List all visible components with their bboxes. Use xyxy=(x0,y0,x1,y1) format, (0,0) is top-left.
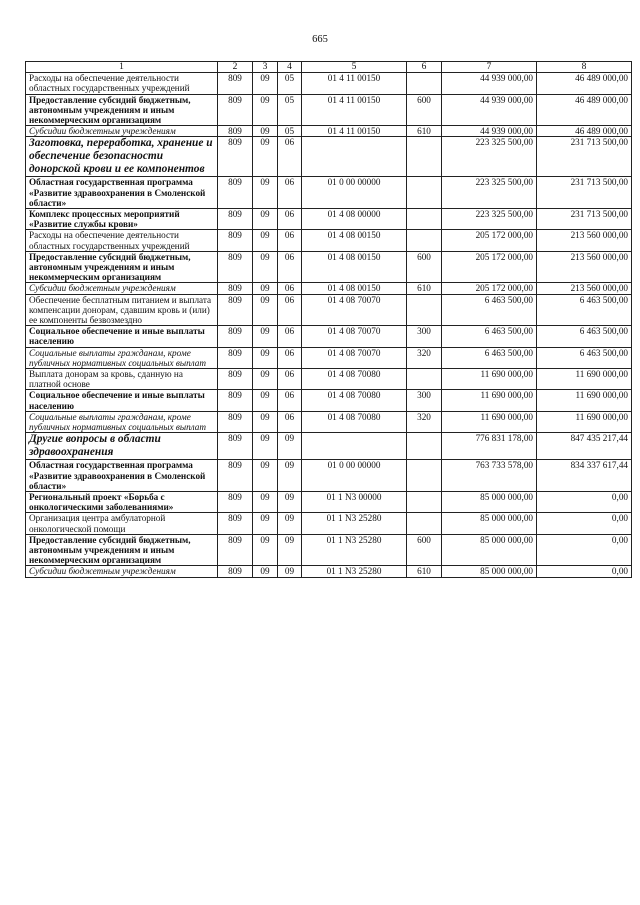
row-section-cell: 09 xyxy=(253,326,278,347)
table-row xyxy=(26,390,632,411)
row-amount-year1-cell: 223 325 500,00 xyxy=(442,137,537,177)
row-amount-year2-cell: 11 690 000,00 xyxy=(537,390,632,411)
row-target-article-cell: 01 4 08 00000 xyxy=(302,209,407,230)
row-target-article-cell xyxy=(302,433,407,460)
row-admin-code-cell: 809 xyxy=(218,94,253,126)
row-amount-year1-cell: 85 000 000,00 xyxy=(442,534,537,566)
row-subsection-cell: 09 xyxy=(278,433,302,460)
row-target-article-cell: 01 1 N3 25280 xyxy=(302,513,407,534)
row-name-cell: Обеспечение бесплатным питанием и выплата компенсации донорам, сдавшим кровь и (или) ее компоненты безвозмездно xyxy=(26,294,218,326)
column-header: 3 xyxy=(253,62,278,73)
row-admin-code-cell: 809 xyxy=(218,326,253,347)
row-admin-code-cell: 809 xyxy=(218,126,253,137)
row-section-cell: 09 xyxy=(253,251,278,283)
row-section-cell: 09 xyxy=(253,137,278,177)
row-amount-year2-cell: 11 690 000,00 xyxy=(537,411,632,432)
row-subsection-cell: 05 xyxy=(278,73,302,94)
row-name-cell: Другие вопросы в области здравоохранения xyxy=(26,433,218,460)
row-amount-year1-cell: 6 463 500,00 xyxy=(442,294,537,326)
row-name-cell: Субсидии бюджетным учреждениям xyxy=(26,126,218,137)
row-target-article-cell: 01 4 08 00150 xyxy=(302,230,407,251)
table-body xyxy=(26,73,632,577)
row-amount-year2-cell: 46 489 000,00 xyxy=(537,126,632,137)
row-target-article-cell: 01 0 00 00000 xyxy=(302,177,407,209)
table-row xyxy=(26,347,632,368)
row-name-cell: Комплекс процессных мероприятий «Развитие службы крови» xyxy=(26,209,218,230)
row-target-article-cell: 01 4 08 70070 xyxy=(302,294,407,326)
table-row xyxy=(26,566,632,577)
row-section-cell: 09 xyxy=(253,534,278,566)
row-amount-year1-cell: 44 939 000,00 xyxy=(442,126,537,137)
row-amount-year2-cell: 847 435 217,44 xyxy=(537,433,632,460)
row-target-article-cell: 01 1 N3 00000 xyxy=(302,491,407,512)
row-subsection-cell: 06 xyxy=(278,177,302,209)
row-name-cell: Социальные выплаты гражданам, кроме публичных нормативных социальных выплат xyxy=(26,347,218,368)
row-section-cell: 09 xyxy=(253,126,278,137)
row-subsection-cell: 06 xyxy=(278,347,302,368)
row-name-cell: Социальные выплаты гражданам, кроме публичных нормативных социальных выплат xyxy=(26,411,218,432)
row-subsection-cell: 06 xyxy=(278,326,302,347)
column-header: 8 xyxy=(537,62,632,73)
row-amount-year1-cell: 776 831 178,00 xyxy=(442,433,537,460)
table-row xyxy=(26,177,632,209)
table-row xyxy=(26,73,632,94)
row-target-article-cell: 01 4 08 70070 xyxy=(302,347,407,368)
row-section-cell: 09 xyxy=(253,177,278,209)
row-amount-year2-cell: 231 713 500,00 xyxy=(537,137,632,177)
row-name-cell: Областная государственная программа «Развитие здравоохранения в Смоленской области» xyxy=(26,460,218,492)
row-amount-year1-cell: 44 939 000,00 xyxy=(442,73,537,94)
row-name-cell: Субсидии бюджетным учреждениям xyxy=(26,283,218,294)
table-row xyxy=(26,369,632,390)
row-target-article-cell: 01 4 08 70080 xyxy=(302,390,407,411)
row-subsection-cell: 06 xyxy=(278,294,302,326)
row-admin-code-cell: 809 xyxy=(218,411,253,432)
row-subsection-cell: 09 xyxy=(278,566,302,577)
row-name-cell: Организация центра амбулаторной онкологической помощи xyxy=(26,513,218,534)
column-header: 2 xyxy=(218,62,253,73)
row-amount-year2-cell: 0,00 xyxy=(537,534,632,566)
table-row xyxy=(26,94,632,126)
row-section-cell: 09 xyxy=(253,460,278,492)
row-amount-year2-cell: 213 560 000,00 xyxy=(537,251,632,283)
row-amount-year2-cell: 46 489 000,00 xyxy=(537,94,632,126)
row-amount-year2-cell: 213 560 000,00 xyxy=(537,230,632,251)
row-amount-year2-cell: 6 463 500,00 xyxy=(537,347,632,368)
row-name-cell: Субсидии бюджетным учреждениям xyxy=(26,566,218,577)
row-amount-year2-cell: 0,00 xyxy=(537,491,632,512)
row-target-article-cell: 01 4 11 00150 xyxy=(302,94,407,126)
row-section-cell: 09 xyxy=(253,73,278,94)
row-name-cell: Предоставление субсидий бюджетным, автономным учреждениям и иным некоммерческим организациям xyxy=(26,94,218,126)
row-amount-year1-cell: 11 690 000,00 xyxy=(442,411,537,432)
table-row xyxy=(26,251,632,283)
row-amount-year2-cell: 0,00 xyxy=(537,513,632,534)
row-section-cell: 09 xyxy=(253,390,278,411)
table-row xyxy=(26,411,632,432)
row-name-cell: Заготовка, переработка, хранение и обеспечение безопасности донорской крови и ее компонентов xyxy=(26,137,218,177)
page-number: 665 xyxy=(312,34,328,45)
row-target-article-cell xyxy=(302,137,407,177)
row-expense-type-cell xyxy=(407,460,442,492)
row-name-cell: Социальное обеспечение и иные выплаты населению xyxy=(26,326,218,347)
row-amount-year2-cell: 834 337 617,44 xyxy=(537,460,632,492)
header-row xyxy=(26,62,632,73)
table-row xyxy=(26,294,632,326)
table-row xyxy=(26,534,632,566)
row-subsection-cell: 06 xyxy=(278,390,302,411)
row-admin-code-cell: 809 xyxy=(218,369,253,390)
row-admin-code-cell: 809 xyxy=(218,283,253,294)
row-section-cell: 09 xyxy=(253,347,278,368)
row-target-article-cell: 01 4 08 00150 xyxy=(302,283,407,294)
row-expense-type-cell: 600 xyxy=(407,251,442,283)
row-target-article-cell: 01 4 08 70080 xyxy=(302,411,407,432)
row-name-cell: Областная государственная программа «Развитие здравоохранения в Смоленской области» xyxy=(26,177,218,209)
row-expense-type-cell xyxy=(407,137,442,177)
table-row xyxy=(26,513,632,534)
row-subsection-cell: 06 xyxy=(278,230,302,251)
table-row xyxy=(26,137,632,177)
row-expense-type-cell xyxy=(407,209,442,230)
row-name-cell: Предоставление субсидий бюджетным, автономным учреждениям и иным некоммерческим организациям xyxy=(26,534,218,566)
row-expense-type-cell xyxy=(407,513,442,534)
row-expense-type-cell: 600 xyxy=(407,94,442,126)
row-amount-year2-cell: 231 713 500,00 xyxy=(537,177,632,209)
row-amount-year1-cell: 11 690 000,00 xyxy=(442,390,537,411)
row-name-cell: Расходы на обеспечение деятельности областных государственных учреждений xyxy=(26,73,218,94)
row-amount-year2-cell: 6 463 500,00 xyxy=(537,294,632,326)
row-target-article-cell: 01 4 11 00150 xyxy=(302,126,407,137)
row-target-article-cell: 01 4 08 70070 xyxy=(302,326,407,347)
row-amount-year1-cell: 85 000 000,00 xyxy=(442,513,537,534)
row-subsection-cell: 09 xyxy=(278,491,302,512)
row-expense-type-cell: 300 xyxy=(407,326,442,347)
row-amount-year1-cell: 44 939 000,00 xyxy=(442,94,537,126)
row-amount-year1-cell: 6 463 500,00 xyxy=(442,347,537,368)
row-name-cell: Социальное обеспечение и иные выплаты населению xyxy=(26,390,218,411)
row-admin-code-cell: 809 xyxy=(218,390,253,411)
row-subsection-cell: 09 xyxy=(278,513,302,534)
row-admin-code-cell: 809 xyxy=(218,460,253,492)
row-subsection-cell: 06 xyxy=(278,369,302,390)
row-amount-year2-cell: 213 560 000,00 xyxy=(537,283,632,294)
row-admin-code-cell: 809 xyxy=(218,230,253,251)
row-expense-type-cell xyxy=(407,433,442,460)
budget-table xyxy=(25,61,632,578)
row-admin-code-cell: 809 xyxy=(218,534,253,566)
row-amount-year1-cell: 223 325 500,00 xyxy=(442,177,537,209)
row-amount-year1-cell: 223 325 500,00 xyxy=(442,209,537,230)
row-subsection-cell: 06 xyxy=(278,137,302,177)
table-row xyxy=(26,230,632,251)
row-admin-code-cell: 809 xyxy=(218,294,253,326)
row-subsection-cell: 05 xyxy=(278,94,302,126)
row-section-cell: 09 xyxy=(253,294,278,326)
row-expense-type-cell: 300 xyxy=(407,390,442,411)
table-row xyxy=(26,283,632,294)
row-amount-year1-cell: 763 733 578,00 xyxy=(442,460,537,492)
row-amount-year2-cell: 46 489 000,00 xyxy=(537,73,632,94)
row-expense-type-cell xyxy=(407,177,442,209)
row-section-cell: 09 xyxy=(253,94,278,126)
row-admin-code-cell: 809 xyxy=(218,73,253,94)
row-expense-type-cell xyxy=(407,369,442,390)
row-amount-year2-cell: 11 690 000,00 xyxy=(537,369,632,390)
row-section-cell: 09 xyxy=(253,433,278,460)
table-row xyxy=(26,326,632,347)
row-section-cell: 09 xyxy=(253,491,278,512)
row-target-article-cell: 01 4 11 00150 xyxy=(302,73,407,94)
row-admin-code-cell: 809 xyxy=(218,491,253,512)
row-target-article-cell: 01 0 00 00000 xyxy=(302,460,407,492)
row-target-article-cell: 01 1 N3 25280 xyxy=(302,566,407,577)
row-name-cell: Выплата донорам за кровь, сданную на платной основе xyxy=(26,369,218,390)
row-section-cell: 09 xyxy=(253,566,278,577)
row-target-article-cell: 01 4 08 70080 xyxy=(302,369,407,390)
row-subsection-cell: 06 xyxy=(278,411,302,432)
row-subsection-cell: 06 xyxy=(278,251,302,283)
row-admin-code-cell: 809 xyxy=(218,177,253,209)
row-expense-type-cell xyxy=(407,73,442,94)
row-amount-year1-cell: 85 000 000,00 xyxy=(442,491,537,512)
row-subsection-cell: 06 xyxy=(278,209,302,230)
row-admin-code-cell: 809 xyxy=(218,513,253,534)
row-expense-type-cell xyxy=(407,230,442,251)
row-admin-code-cell: 809 xyxy=(218,209,253,230)
column-header: 6 xyxy=(407,62,442,73)
table-row xyxy=(26,491,632,512)
row-amount-year1-cell: 205 172 000,00 xyxy=(442,283,537,294)
table-row xyxy=(26,126,632,137)
row-admin-code-cell: 809 xyxy=(218,137,253,177)
row-amount-year2-cell: 6 463 500,00 xyxy=(537,326,632,347)
row-expense-type-cell: 320 xyxy=(407,347,442,368)
row-amount-year1-cell: 6 463 500,00 xyxy=(442,326,537,347)
row-section-cell: 09 xyxy=(253,513,278,534)
row-target-article-cell: 01 1 N3 25280 xyxy=(302,534,407,566)
row-name-cell: Региональный проект «Борьба с онкологическими заболеваниями» xyxy=(26,491,218,512)
row-expense-type-cell: 600 xyxy=(407,534,442,566)
row-expense-type-cell: 610 xyxy=(407,126,442,137)
row-admin-code-cell: 809 xyxy=(218,251,253,283)
table-row xyxy=(26,433,632,460)
row-amount-year1-cell: 205 172 000,00 xyxy=(442,251,537,283)
row-section-cell: 09 xyxy=(253,411,278,432)
column-header: 4 xyxy=(278,62,302,73)
row-subsection-cell: 09 xyxy=(278,534,302,566)
row-expense-type-cell: 610 xyxy=(407,283,442,294)
row-target-article-cell: 01 4 08 00150 xyxy=(302,251,407,283)
row-section-cell: 09 xyxy=(253,369,278,390)
row-section-cell: 09 xyxy=(253,209,278,230)
row-section-cell: 09 xyxy=(253,230,278,251)
row-expense-type-cell: 320 xyxy=(407,411,442,432)
row-amount-year1-cell: 11 690 000,00 xyxy=(442,369,537,390)
row-amount-year2-cell: 231 713 500,00 xyxy=(537,209,632,230)
row-amount-year1-cell: 205 172 000,00 xyxy=(442,230,537,251)
table-row xyxy=(26,209,632,230)
row-admin-code-cell: 809 xyxy=(218,433,253,460)
row-expense-type-cell: 610 xyxy=(407,566,442,577)
row-expense-type-cell xyxy=(407,294,442,326)
row-name-cell: Расходы на обеспечение деятельности областных государственных учреждений xyxy=(26,230,218,251)
row-subsection-cell: 06 xyxy=(278,283,302,294)
row-expense-type-cell xyxy=(407,491,442,512)
row-admin-code-cell: 809 xyxy=(218,566,253,577)
row-amount-year1-cell: 85 000 000,00 xyxy=(442,566,537,577)
row-amount-year2-cell: 0,00 xyxy=(537,566,632,577)
row-name-cell: Предоставление субсидий бюджетным, автономным учреждениям и иным некоммерческим организациям xyxy=(26,251,218,283)
column-header: 1 xyxy=(26,62,218,73)
row-admin-code-cell: 809 xyxy=(218,347,253,368)
column-header: 7 xyxy=(442,62,537,73)
table-row xyxy=(26,460,632,492)
row-subsection-cell: 05 xyxy=(278,126,302,137)
row-section-cell: 09 xyxy=(253,283,278,294)
column-header: 5 xyxy=(302,62,407,73)
row-subsection-cell: 09 xyxy=(278,460,302,492)
